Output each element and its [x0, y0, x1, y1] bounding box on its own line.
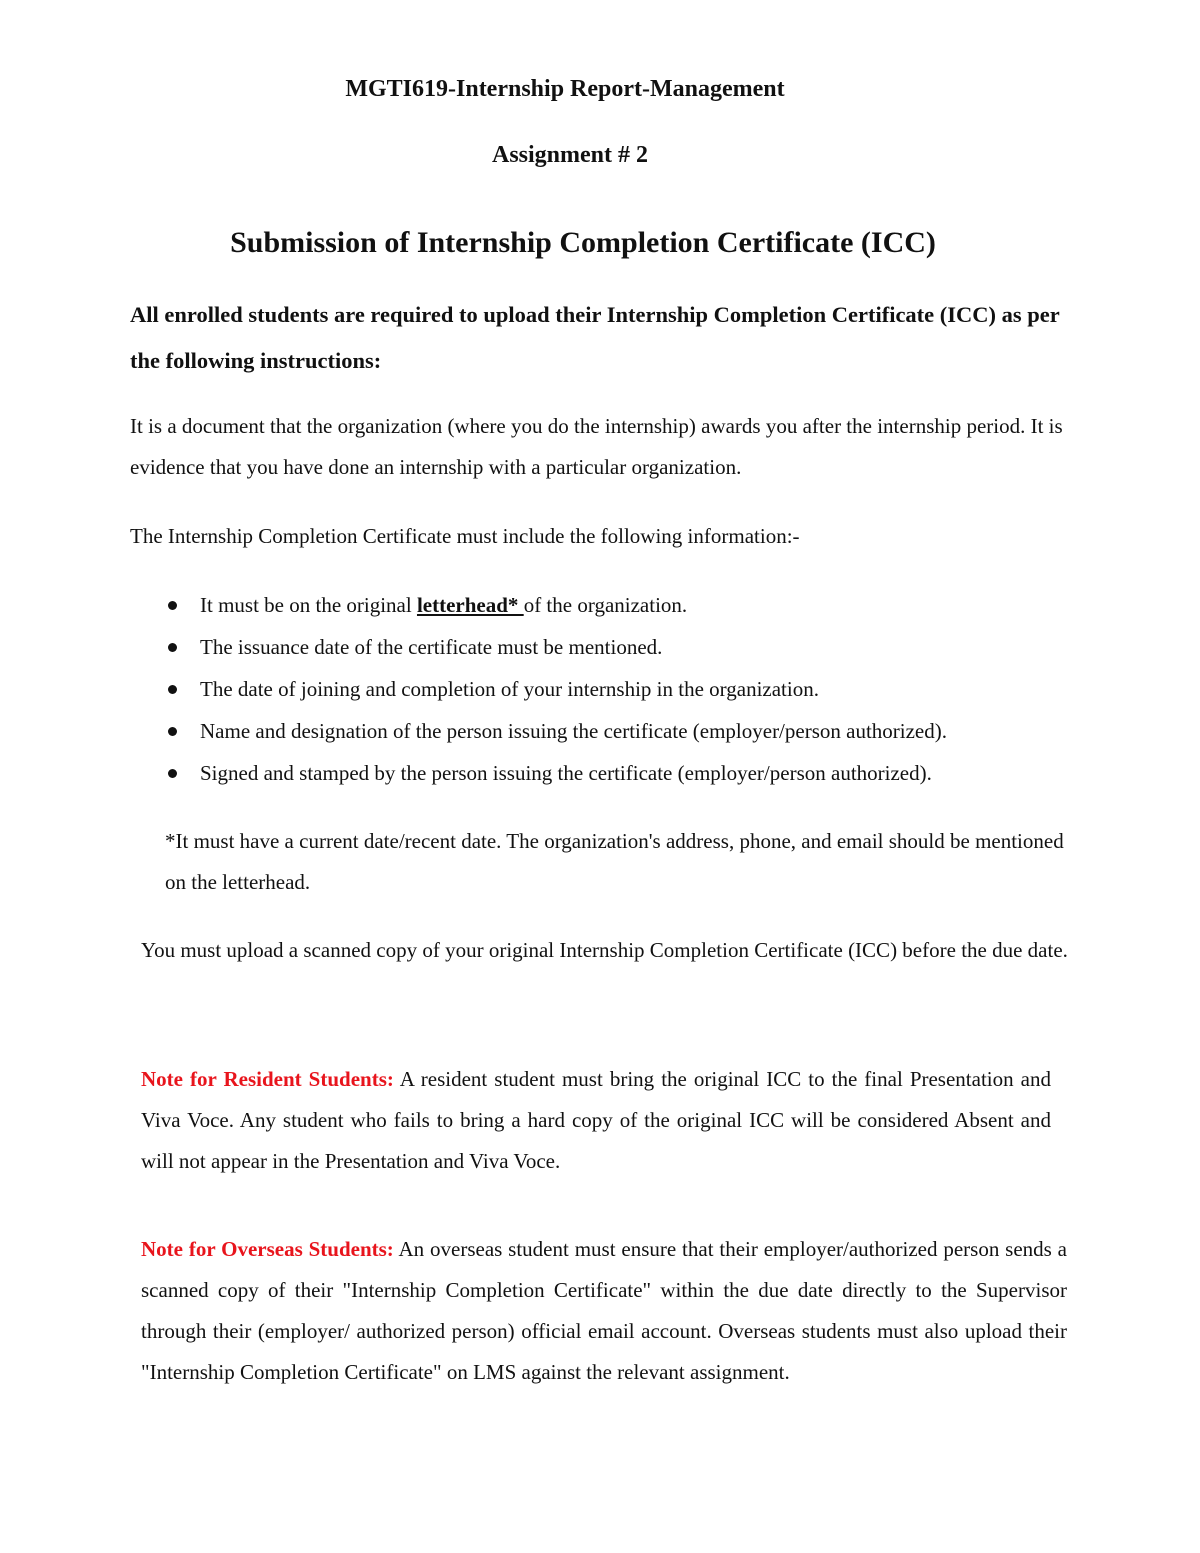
bullet-icon	[168, 769, 177, 778]
list-item-text: The issuance date of the certificate must be mentioned.	[200, 635, 663, 659]
list-item-text: It must be on the original	[200, 593, 417, 617]
list-item	[130, 584, 1080, 626]
list-item	[130, 710, 1080, 752]
intro-instruction: All enrolled students are required to upload their Internship Completion Certificate (ICC) as per the following instructions:	[130, 302, 1060, 373]
bullet-icon	[168, 643, 177, 652]
list-item	[130, 668, 1080, 710]
letterhead-term: letterhead*	[416, 593, 524, 617]
resident-note	[141, 1059, 1051, 1182]
overseas-note	[141, 1229, 1067, 1393]
bullet-icon	[168, 601, 177, 610]
definition-paragraph: It is a document that the organization (where you do the internship) awards you after the internship period. It is evidence that you have done an internship with a particular organization.	[130, 414, 1063, 479]
list-item	[130, 752, 1080, 794]
overseas-note-label: Note for Overseas Students:	[141, 1237, 394, 1261]
resident-note-label: Note for Resident Students:	[141, 1067, 394, 1091]
list-item	[130, 626, 1080, 668]
assignment-number: Assignment # 2	[491, 142, 648, 168]
list-item-text: of the organization.	[523, 593, 688, 617]
upload-instruction: You must upload a scanned copy of your original Internship Completion Certificate (ICC) before the due date.	[141, 938, 1068, 962]
page-heading: Submission of Internship Completion Certificate (ICC)	[230, 226, 936, 259]
list-item-text: The date of joining and completion of your internship in the organization.	[200, 677, 819, 701]
letterhead-footnote: *It must have a current date/recent date. The organization's address, phone, and email should be mentioned on the letterhead.	[165, 829, 1064, 894]
course-title: MGTI619-Internship Report-Management	[345, 76, 785, 102]
list-item-text: Signed and stamped by the person issuing the certificate (employer/person authorized).	[200, 761, 932, 785]
list-item-text: Name and designation of the person issuing the certificate (employer/person authorized).	[200, 719, 947, 743]
overseas-note-text: An overseas student must ensure that their employer/authorized person sends a scanned copy of their "Internship Completion Certificate" within the due date directly to the Supervisor through their (employer/ authorized person) official email account. Overseas students must also upload their "Internship Completion Certificate" on LMS against the relevant assignment.	[141, 1237, 1068, 1384]
bullet-icon	[168, 685, 177, 694]
requirements-paragraph: The Internship Completion Certificate must include the following information:-	[130, 524, 800, 548]
bullet-icon	[168, 727, 177, 736]
requirements-list	[130, 584, 1080, 794]
resident-note-text: A resident student must bring the original ICC to the final Presentation and Viva Voce. Any student who fails to bring a hard copy of the original ICC will be considered Absent and will not appear in the Presentation and Viva Voce.	[141, 1067, 1051, 1173]
